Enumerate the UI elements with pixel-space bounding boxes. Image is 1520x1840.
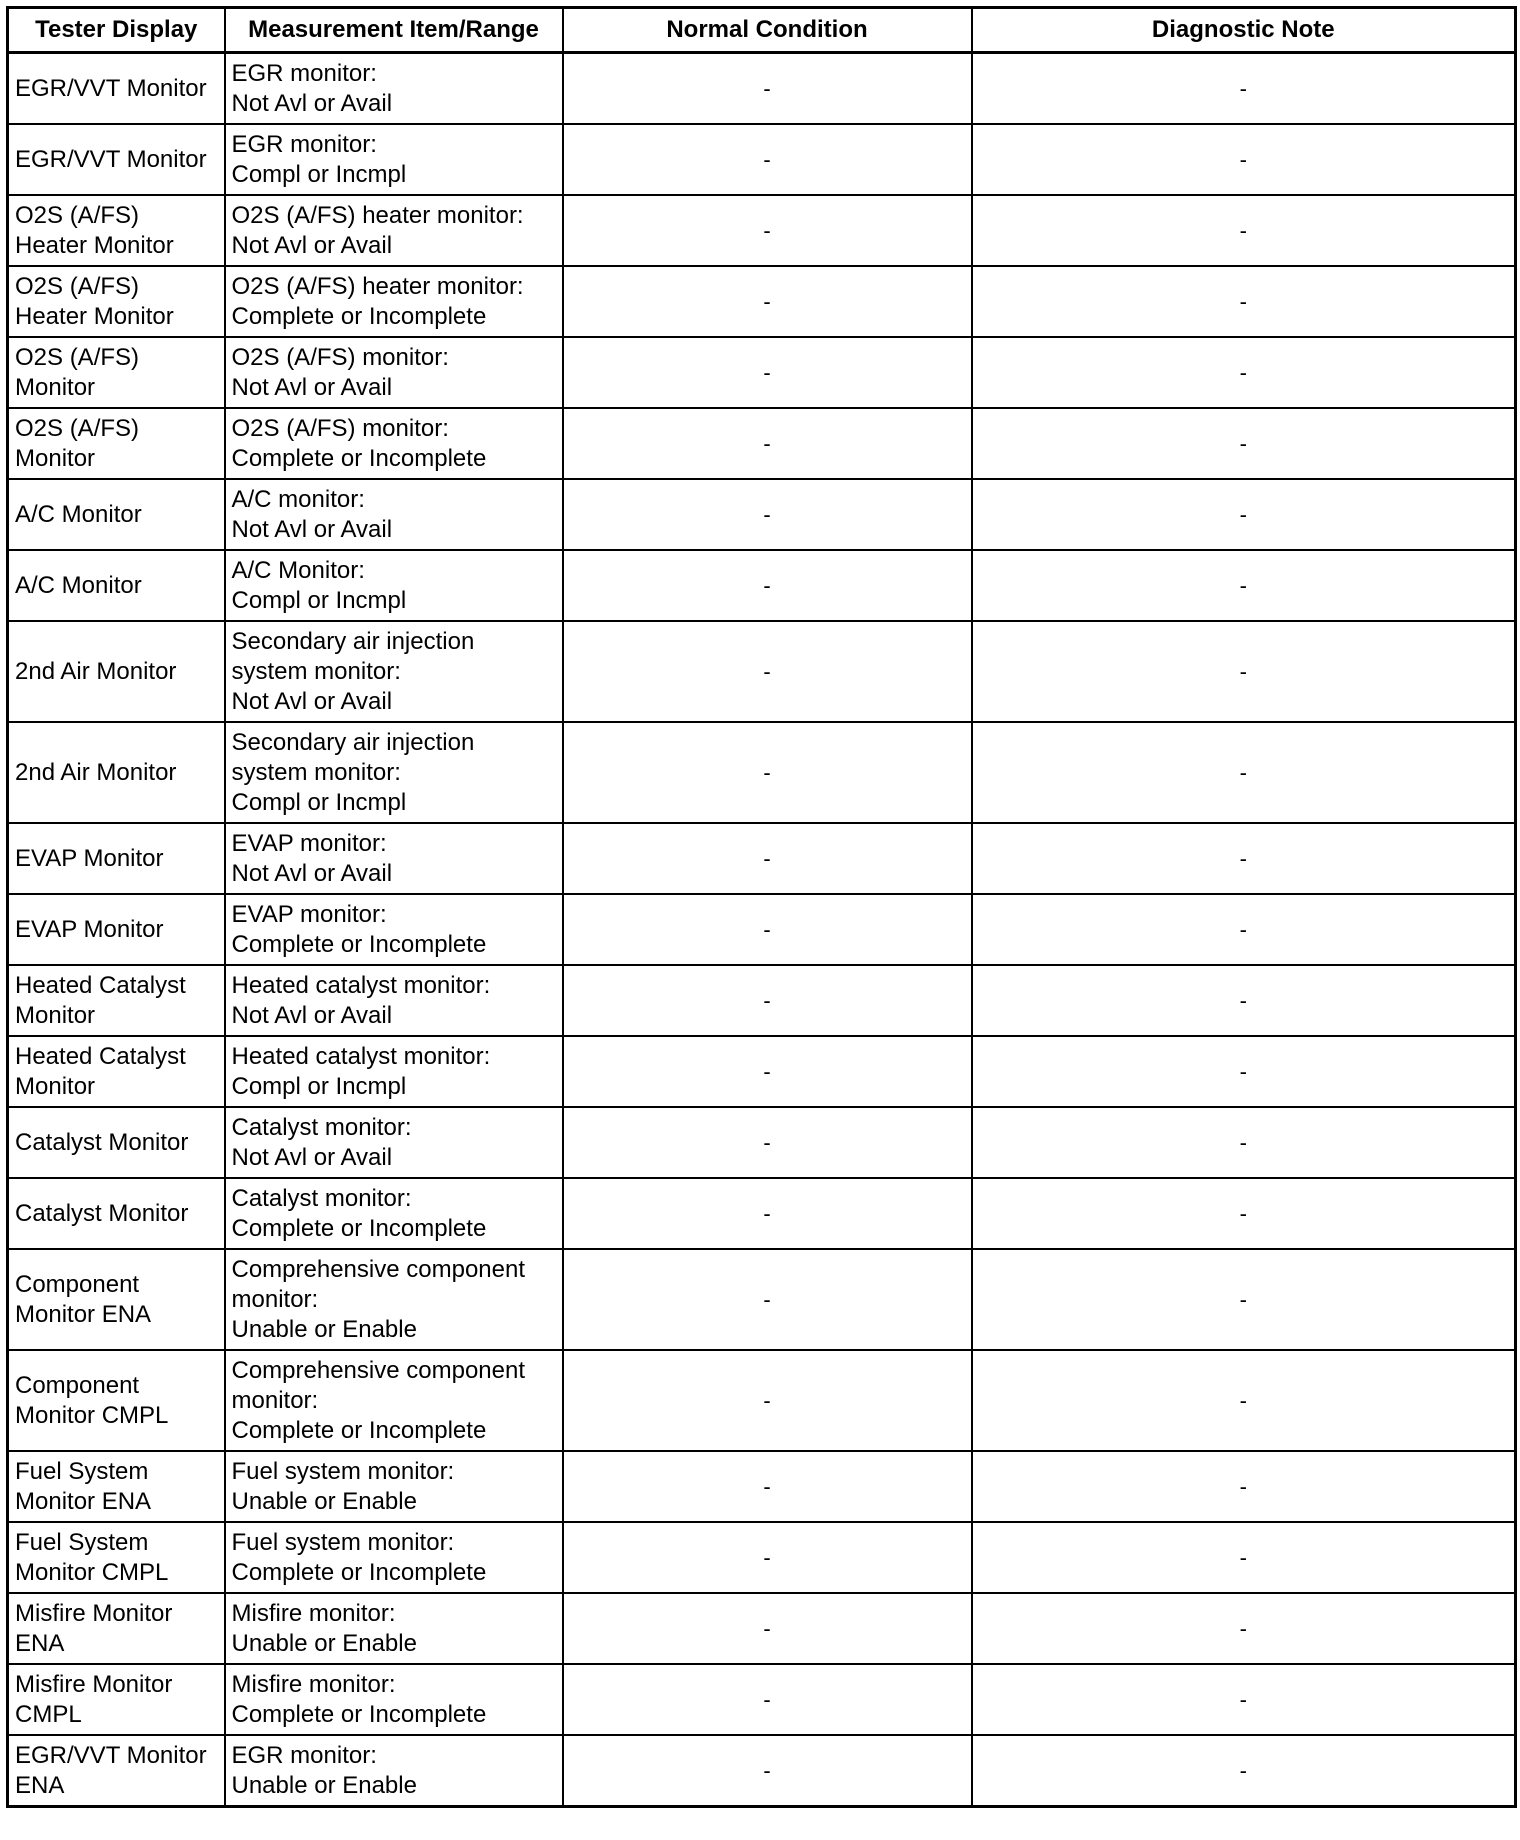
measurement-item-cell: O2S (A/FS) monitor: Not Avl or Avail <box>225 337 563 408</box>
measurement-item-cell: Comprehensive component monitor: Unable or Enable <box>225 1249 563 1350</box>
measurement-item-cell: Misfire monitor: Unable or Enable <box>225 1593 563 1664</box>
measurement-item-cell: EGR monitor: Not Avl or Avail <box>225 53 563 125</box>
diagnostic-note-cell: - <box>972 479 1516 550</box>
diagnostic-note-cell: - <box>972 722 1516 823</box>
table-row <box>8 479 1516 550</box>
tester-display-cell: Component Monitor CMPL <box>8 1350 225 1451</box>
measurement-item-cell: Fuel system monitor: Complete or Incomplete <box>225 1522 563 1593</box>
table-row <box>8 722 1516 823</box>
diagnostic-monitor-table <box>6 6 1517 1808</box>
tester-display-cell: 2nd Air Monitor <box>8 722 225 823</box>
diagnostic-note-cell: - <box>972 266 1516 337</box>
header-normal-condition: Normal Condition <box>563 8 972 53</box>
table-row <box>8 823 1516 894</box>
diagnostic-note-cell: - <box>972 1036 1516 1107</box>
diagnostic-note-cell: - <box>972 53 1516 125</box>
tester-display-cell: Heated Catalyst Monitor <box>8 965 225 1036</box>
diagnostic-note-cell: - <box>972 1350 1516 1451</box>
tester-display-cell: EGR/VVT Monitor <box>8 53 225 125</box>
measurement-item-cell: Comprehensive component monitor: Complete or Incomplete <box>225 1350 563 1451</box>
table-row <box>8 53 1516 125</box>
table-row <box>8 550 1516 621</box>
tester-display-cell: A/C Monitor <box>8 479 225 550</box>
table-row <box>8 195 1516 266</box>
normal-condition-cell: - <box>563 1249 972 1350</box>
diagnostic-note-cell: - <box>972 550 1516 621</box>
normal-condition-cell: - <box>563 1522 972 1593</box>
normal-condition-cell: - <box>563 53 972 125</box>
tester-display-cell: EVAP Monitor <box>8 823 225 894</box>
diagnostic-note-cell: - <box>972 621 1516 722</box>
measurement-item-cell: Secondary air injection system monitor: Not Avl or Avail <box>225 621 563 722</box>
table-row <box>8 337 1516 408</box>
normal-condition-cell: - <box>563 1664 972 1735</box>
table-row <box>8 1451 1516 1522</box>
measurement-item-cell: Fuel system monitor: Unable or Enable <box>225 1451 563 1522</box>
measurement-item-cell: A/C Monitor: Compl or Incmpl <box>225 550 563 621</box>
diagnostic-note-cell: - <box>972 337 1516 408</box>
normal-condition-cell: - <box>563 479 972 550</box>
diagnostic-note-cell: - <box>972 1249 1516 1350</box>
diagnostic-note-cell: - <box>972 1451 1516 1522</box>
tester-display-cell: EGR/VVT Monitor ENA <box>8 1735 225 1807</box>
table-row <box>8 1249 1516 1350</box>
normal-condition-cell: - <box>563 124 972 195</box>
measurement-item-cell: O2S (A/FS) heater monitor: Not Avl or Avail <box>225 195 563 266</box>
table-row <box>8 1036 1516 1107</box>
header-tester-display: Tester Display <box>8 8 225 53</box>
measurement-item-cell: EGR monitor: Compl or Incmpl <box>225 124 563 195</box>
tester-display-cell: Component Monitor ENA <box>8 1249 225 1350</box>
diagnostic-note-cell: - <box>972 1107 1516 1178</box>
normal-condition-cell: - <box>563 823 972 894</box>
table-row <box>8 894 1516 965</box>
table-row <box>8 1350 1516 1451</box>
measurement-item-cell: Secondary air injection system monitor: Compl or Incmpl <box>225 722 563 823</box>
measurement-item-cell: EVAP monitor: Complete or Incomplete <box>225 894 563 965</box>
diagnostic-note-cell: - <box>972 1664 1516 1735</box>
diagnostic-note-cell: - <box>972 894 1516 965</box>
tester-display-cell: Fuel System Monitor CMPL <box>8 1522 225 1593</box>
diagnostic-note-cell: - <box>972 1522 1516 1593</box>
tester-display-cell: EGR/VVT Monitor <box>8 124 225 195</box>
diagnostic-note-cell: - <box>972 195 1516 266</box>
normal-condition-cell: - <box>563 1036 972 1107</box>
normal-condition-cell: - <box>563 195 972 266</box>
table-row <box>8 1593 1516 1664</box>
normal-condition-cell: - <box>563 550 972 621</box>
table-row <box>8 1107 1516 1178</box>
table-row <box>8 1178 1516 1249</box>
tester-display-cell: A/C Monitor <box>8 550 225 621</box>
table-row <box>8 1664 1516 1735</box>
table-body <box>8 53 1516 1807</box>
measurement-item-cell: Catalyst monitor: Complete or Incomplete <box>225 1178 563 1249</box>
table-row <box>8 1735 1516 1807</box>
table-row <box>8 1522 1516 1593</box>
table-row <box>8 965 1516 1036</box>
normal-condition-cell: - <box>563 894 972 965</box>
normal-condition-cell: - <box>563 1735 972 1807</box>
measurement-item-cell: O2S (A/FS) monitor: Complete or Incomplete <box>225 408 563 479</box>
measurement-item-cell: Heated catalyst monitor: Compl or Incmpl <box>225 1036 563 1107</box>
normal-condition-cell: - <box>563 1350 972 1451</box>
tester-display-cell: O2S (A/FS) Heater Monitor <box>8 195 225 266</box>
measurement-item-cell: A/C monitor: Not Avl or Avail <box>225 479 563 550</box>
normal-condition-cell: - <box>563 621 972 722</box>
tester-display-cell: 2nd Air Monitor <box>8 621 225 722</box>
normal-condition-cell: - <box>563 965 972 1036</box>
tester-display-cell: Heated Catalyst Monitor <box>8 1036 225 1107</box>
header-diagnostic-note: Diagnostic Note <box>972 8 1516 53</box>
measurement-item-cell: Heated catalyst monitor: Not Avl or Avail <box>225 965 563 1036</box>
diagnostic-note-cell: - <box>972 823 1516 894</box>
table-row <box>8 408 1516 479</box>
measurement-item-cell: Misfire monitor: Complete or Incomplete <box>225 1664 563 1735</box>
normal-condition-cell: - <box>563 1451 972 1522</box>
tester-display-cell: O2S (A/FS) Heater Monitor <box>8 266 225 337</box>
diagnostic-note-cell: - <box>972 965 1516 1036</box>
diagnostic-note-cell: - <box>972 124 1516 195</box>
normal-condition-cell: - <box>563 1178 972 1249</box>
table-row <box>8 621 1516 722</box>
tester-display-cell: O2S (A/FS) Monitor <box>8 408 225 479</box>
tester-display-cell: Catalyst Monitor <box>8 1178 225 1249</box>
table-header-row <box>8 8 1516 53</box>
measurement-item-cell: O2S (A/FS) heater monitor: Complete or Incomplete <box>225 266 563 337</box>
table-row <box>8 266 1516 337</box>
normal-condition-cell: - <box>563 1593 972 1664</box>
diagnostic-note-cell: - <box>972 1593 1516 1664</box>
table-row <box>8 124 1516 195</box>
tester-display-cell: Misfire Monitor CMPL <box>8 1664 225 1735</box>
normal-condition-cell: - <box>563 722 972 823</box>
diagnostic-note-cell: - <box>972 1735 1516 1807</box>
tester-display-cell: Fuel System Monitor ENA <box>8 1451 225 1522</box>
normal-condition-cell: - <box>563 408 972 479</box>
normal-condition-cell: - <box>563 266 972 337</box>
measurement-item-cell: EGR monitor: Unable or Enable <box>225 1735 563 1807</box>
tester-display-cell: O2S (A/FS) Monitor <box>8 337 225 408</box>
normal-condition-cell: - <box>563 337 972 408</box>
tester-display-cell: Catalyst Monitor <box>8 1107 225 1178</box>
diagnostic-note-cell: - <box>972 1178 1516 1249</box>
header-measurement-item: Measurement Item/Range <box>225 8 563 53</box>
measurement-item-cell: EVAP monitor: Not Avl or Avail <box>225 823 563 894</box>
normal-condition-cell: - <box>563 1107 972 1178</box>
diagnostic-note-cell: - <box>972 408 1516 479</box>
measurement-item-cell: Catalyst monitor: Not Avl or Avail <box>225 1107 563 1178</box>
tester-display-cell: Misfire Monitor ENA <box>8 1593 225 1664</box>
tester-display-cell: EVAP Monitor <box>8 894 225 965</box>
